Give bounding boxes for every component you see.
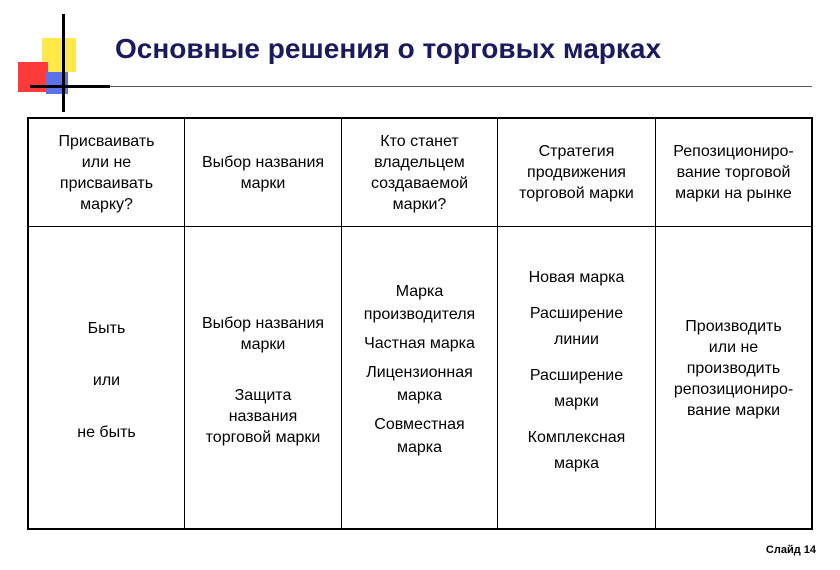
list-item: Выбор названия марки: [201, 315, 325, 353]
list-item: Новая марка: [528, 268, 625, 286]
body-cell-strategy: [498, 227, 656, 528]
slide-title: Основные решения о торговых марках: [115, 33, 662, 64]
body-cell-name-choice: [185, 227, 342, 528]
slide-number: Слайд 14: [765, 544, 816, 556]
header-cell-repositioning: Репозициониро- вание торговой марки на рынке: [656, 119, 811, 227]
body-cell-repositioning: [656, 227, 811, 528]
list-item: Быть: [87, 320, 126, 337]
body-cell-assign: [29, 227, 185, 528]
list-item: не быть: [77, 424, 136, 441]
header-cell-name-choice: Выбор названия марки: [185, 119, 342, 227]
list-item: Марка производителя: [363, 283, 476, 323]
list-item: Совместная марка: [374, 416, 465, 456]
decor-horizontal-line-thick: [30, 85, 110, 88]
decor-horizontal-line: [30, 86, 812, 87]
body-cell-owner: [342, 227, 498, 528]
list-item: Расширение линии: [529, 304, 624, 348]
header-cell-assign: Присваивать или не присваивать марку?: [29, 119, 185, 227]
list-item: Защита названия торговой марки: [205, 387, 321, 446]
header-cell-strategy: Стратегия продвижения торговой марки: [498, 119, 656, 227]
list-item: или: [92, 372, 121, 389]
decor-vertical-line: [62, 14, 65, 112]
header-cell-owner: Кто станет владельцем создаваемой марки?: [342, 119, 498, 227]
list-item: Лицензионная марка: [366, 364, 473, 404]
list-item: Частная марка: [364, 335, 475, 352]
list-item: Комплексная марка: [527, 428, 626, 472]
decisions-table: [27, 117, 813, 530]
list-item: Производить или не производить репозициониро- вание марки: [673, 318, 794, 419]
list-item: Расширение марки: [529, 366, 624, 410]
